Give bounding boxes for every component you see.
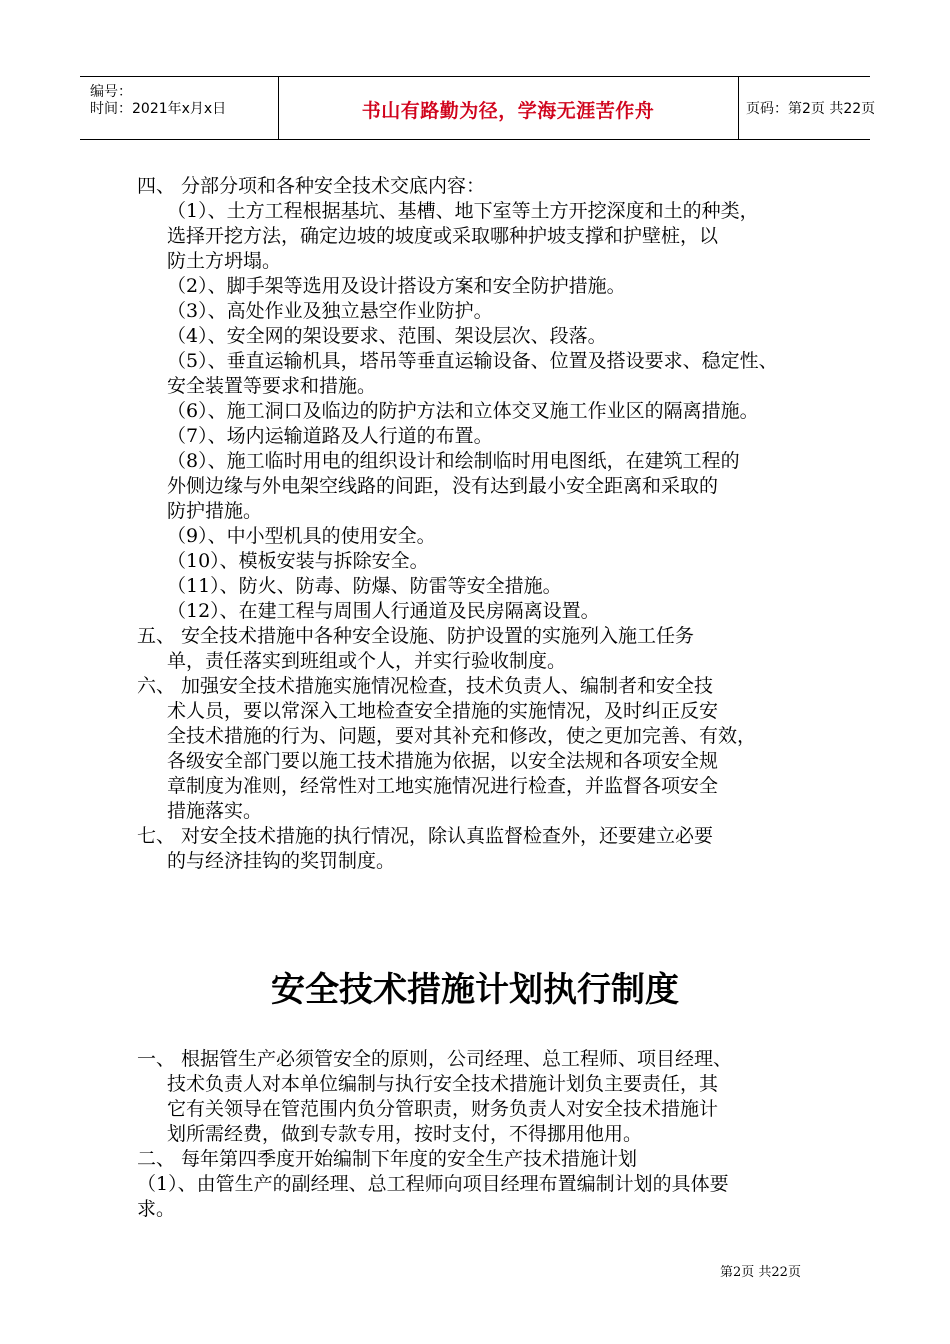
body-line: 外侧边缘与外电架空线路的间距，没有达到最小安全距离和采取的: [167, 475, 719, 497]
body-line: （9）、中小型机具的使用安全。: [167, 525, 436, 547]
header-info-cell: [80, 77, 279, 139]
header-motto-cell: [278, 77, 739, 139]
body-line: （11）、防火、防毒、防爆、防雷等安全措施。: [167, 575, 562, 597]
body-line: （12）、在建工程与周围人行通道及民房隔离设置。: [167, 600, 600, 622]
document-number-label: 编号：: [90, 84, 132, 100]
body-line: 七、 对安全技术措施的执行情况，除认真监督检查外，还要建立必要: [137, 825, 714, 847]
body-line: （6）、施工洞口及临边的防护方法和立体交叉施工作业区的隔离措施。: [167, 400, 759, 422]
body-line: 防土方坍塌。: [167, 250, 282, 272]
body-line: 防护措施。: [167, 500, 263, 522]
section-line: 技术负责人对本单位编制与执行安全技术措施计划负主要责任，其: [167, 1073, 719, 1095]
body-line: 六、 加强安全技术措施实施情况检查，技术负责人、编制者和安全技: [137, 675, 714, 697]
body-line: （1）、土方工程根据基坑、基槽、地下室等土方开挖深度和土的种类，: [167, 200, 759, 222]
page-header: [80, 76, 876, 140]
body-line: （10）、模板安装与拆除安全。: [167, 550, 429, 572]
body-line: 术人员，要以常深入工地检查安全措施的实施情况，及时纠正反安: [167, 700, 719, 722]
body-line: （5）、垂直运输机具，塔吊等垂直运输设备、位置及搭设要求、稳定性、: [167, 350, 778, 372]
header-page-number: 页码：第2页 共22页: [746, 101, 876, 117]
body-line: 四、 分部分项和各种安全技术交底内容：: [137, 175, 486, 197]
header-motto: 书山有路勤为径，学海无涯苦作舟: [361, 100, 655, 122]
page-footer: 第2页 共22页: [720, 1265, 801, 1280]
section-line: （1）、由管生产的副经理、总工程师向项目经理布置编制计划的具体要: [137, 1173, 729, 1195]
body-line: 单，责任落实到班组或个人，并实行验收制度。: [167, 650, 567, 672]
section-title: 安全技术措施计划执行制度: [271, 970, 679, 1010]
body-line: 各级安全部门要以施工技术措施为依据，以安全法规和各项安全规: [167, 750, 719, 772]
section-line: 求。: [137, 1198, 176, 1220]
section-line: 它有关领导在管范围内负分管职责，财务负责人对安全技术措施计: [167, 1098, 719, 1120]
body-line: （8）、施工临时用电的组织设计和绘制临时用电图纸，在建筑工程的: [167, 450, 740, 472]
body-line: （2）、脚手架等选用及设计搭设方案和安全防护措施。: [167, 275, 626, 297]
body-line: 措施落实。: [167, 800, 263, 822]
body-line: 选择开挖方法，确定边坡的坡度或采取哪种护坡支撑和护壁桩，以: [167, 225, 719, 247]
body-line: 五、 安全技术措施中各种安全设施、防护设置的实施列入施工任务: [137, 625, 695, 647]
header-page-cell: [738, 77, 876, 139]
section-line: 二、 每年第四季度开始编制下年度的安全生产技术措施计划: [137, 1148, 638, 1170]
body-line: （7）、场内运输道路及人行道的布置。: [167, 425, 493, 447]
section-line: 一、 根据管生产必须管安全的原则，公司经理、总工程师、项目经理、: [137, 1048, 733, 1070]
body-line: 章制度为准则，经常性对工地实施情况进行检查，并监督各项安全: [167, 775, 719, 797]
body-line: （4）、安全网的架设要求、范围、架设层次、段落。: [167, 325, 607, 347]
body-line: （3）、高处作业及独立悬空作业防护。: [167, 300, 493, 322]
document-time-label: 时间：2021年x月x日: [90, 101, 227, 117]
section-line: 划所需经费，做到专款专用，按时支付，不得挪用他用。: [167, 1123, 643, 1145]
body-line: 的与经济挂钩的奖罚制度。: [167, 850, 396, 872]
body-line: 全技术措施的行为、问题，要对其补充和修改，使之更加完善、有效，: [167, 725, 757, 747]
body-line: 安全装置等要求和措施。: [167, 375, 377, 397]
